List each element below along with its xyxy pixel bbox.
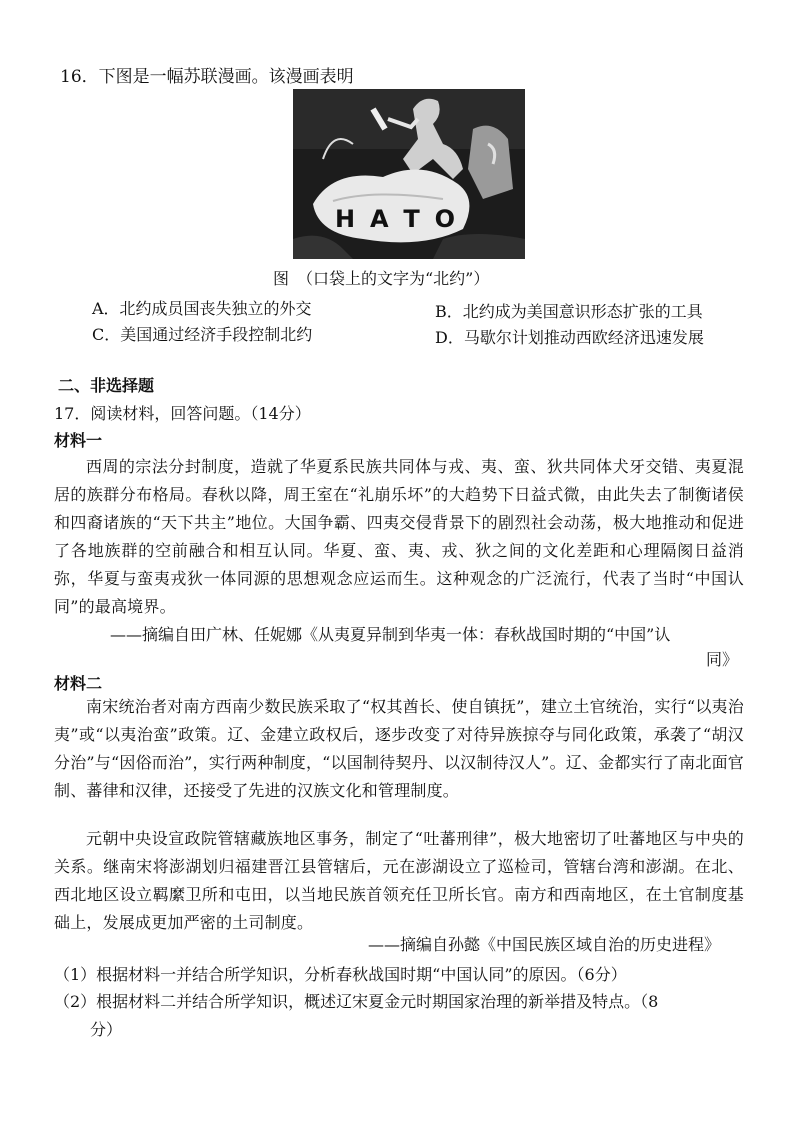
option-d: D．马歇尔计划推动西欧经济迅速发展 [435,328,704,347]
question-16-stem: 16．下图是一幅苏联漫画。该漫画表明 [60,67,354,87]
material-1-text: 西周的宗法分封制度，造就了华夏系民族共同体与戎、夷、蛮、狄共同体犬牙交错、夷夏混居的族群分布格局。春秋以降，周王室在“礼崩乐坏”的大趋势下日益式微，由此失去了制衡诸侯和四裔诸族的“天下共主”地位。大国争霸、四夷交侵背景下的剧烈社会动荡，极大地推动和促进了各地族群的空前融合和相互认同。华夏、蛮、夷、戎、狄之间的文化差距和心理隔阂日益消弥，华夏与蛮夷戎狄一体同源的思想观念应运而生。这种观念的广泛流行，代表了当时“中国认同”的最高境界。 [54,457,744,616]
material-2-label: 材料二 [54,674,103,693]
option-a: A．北约成员国丧失独立的外交 [92,299,312,318]
section-title: 二、非选择题 [58,376,155,395]
option-c: C．美国通过经济手段控制北约 [92,325,313,344]
material-2-text-2: 元朝中央设宣政院管辖藏族地区事务，制定了“吐蕃刑律”，极大地密切了吐蕃地区与中央的关系。继南宋将澎湖划归福建晋江县管辖后，元在澎湖设立了巡检司，管辖台湾和澎湖。在北、西北地区设立羁縻卫所和屯田，以当地民族首领充任卫所长官。南方和西南地区，在土官制度基础上，发展成更加严密的土司制度。 [54,829,744,932]
option-b: B．北约成为美国意识形态扩张的工具 [435,302,703,321]
bag-lettering: НАТО [335,205,455,233]
sub-question-2-end: 分） [90,1020,123,1039]
material-1-source: ——摘编自田广林、任妮娜《从夷夏异制到华夷一体：春秋战国时期的“中国”认 [110,625,671,644]
material-1-label: 材料一 [54,431,103,450]
figure-caption: 图 （口袋上的文字为“北约”） [273,269,490,288]
material-2-source: ——摘编自孙懿《中国民族区域自治的历史进程》 [368,935,721,954]
sub-question-1: （1）根据材料一并结合所学知识，分析春秋战国时期“中国认同”的原因。（6分） [54,965,627,984]
soviet-cartoon-image [293,89,525,259]
material-2-text-1: 南宋统治者对南方西南少数民族采取了“权其酋长、使自镇抚”，建立土官统治，实行“以夷治夷”或“以夷治蛮”政策。辽、金建立政权后，逐步改变了对待异族掠夺与同化政策，承袭了“胡汉分治”与“因俗而治”，实行两种制度，“以国制待契丹、以汉制待汉人”。辽、金都实行了南北面官制、蕃律和汉律，还接受了先进的汉族文化和管理制度。 [54,697,744,800]
sub-question-2: （2）根据材料二并结合所学知识，概述辽宋夏金元时期国家治理的新举措及特点。（8 [54,992,659,1011]
question-17-stem: 17．阅读材料，回答问题。（14分） [54,404,311,423]
material-1-source-end: 同》 [706,650,739,669]
cartoon-illustration [293,89,525,259]
